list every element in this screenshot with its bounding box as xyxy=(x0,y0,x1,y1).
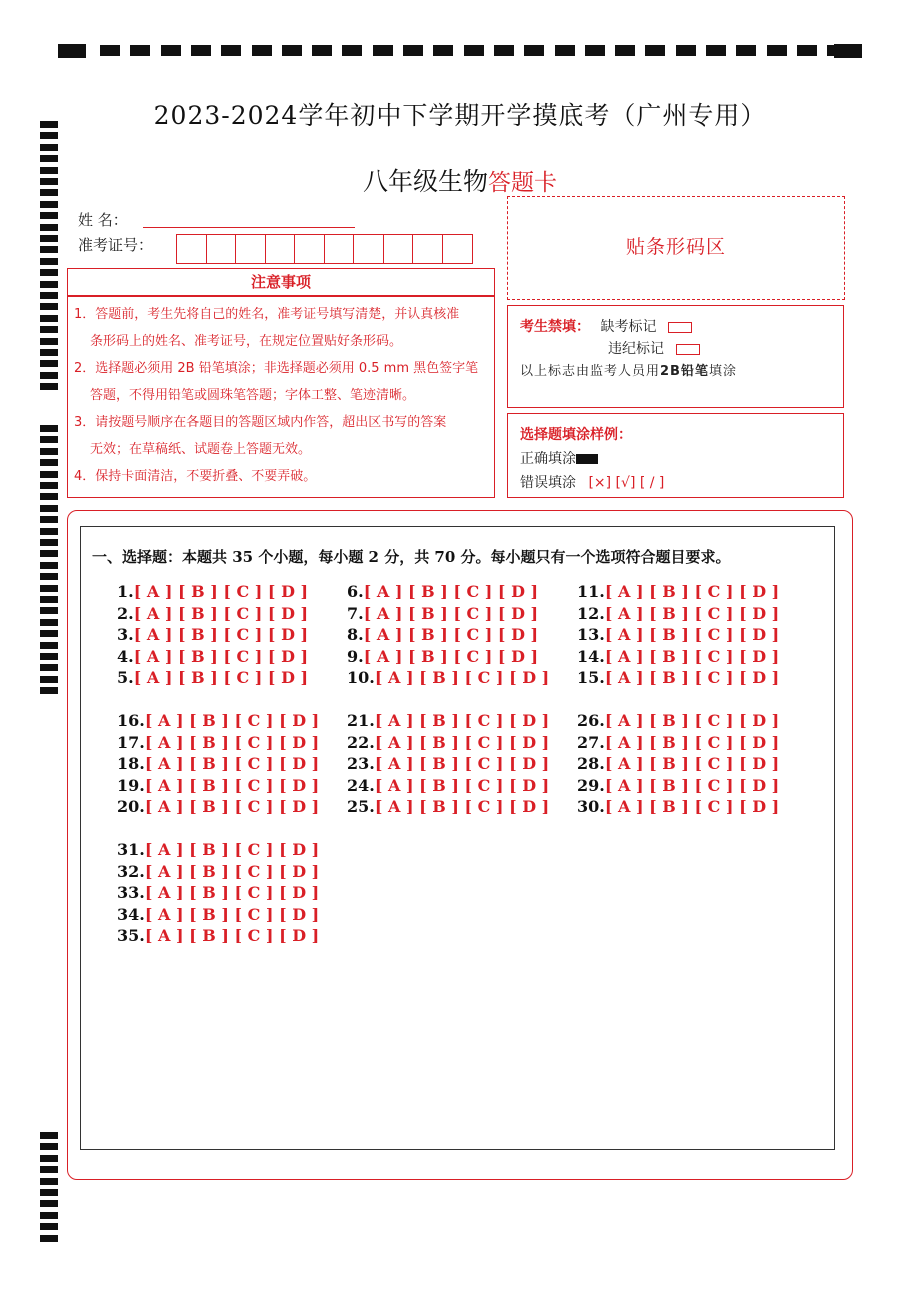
answer-options[interactable]: [ A ] [ B ] [ C ] [ D ] xyxy=(144,797,320,816)
exam-id-label: 准考证号： xyxy=(78,236,154,254)
question-number: 19. xyxy=(117,775,145,795)
timing-mark xyxy=(40,642,58,649)
answer-options[interactable]: [ A ] [ B ] [ C ] [ D ] xyxy=(374,711,550,730)
timing-mark xyxy=(40,1235,58,1242)
question-row xyxy=(117,754,319,773)
wrong-fill-label: 错误填涂 xyxy=(520,475,576,491)
question-number: 17. xyxy=(117,732,145,752)
question-number: 26. xyxy=(577,711,605,730)
question-row xyxy=(577,625,779,644)
timing-mark xyxy=(40,1189,58,1196)
notice-item-1-line2: 条形码上的姓名、准考证号，在规定位置贴好条形码。 xyxy=(90,334,403,349)
notice-item-1-line1: 1．答题前，考生先将自己的姓名，准考证号填写清楚，并认真核准 xyxy=(74,307,460,322)
answer-options[interactable]: [ A ] [ B ] [ C ] [ D ] xyxy=(604,603,780,623)
timing-mark xyxy=(40,360,58,367)
question-number: 32. xyxy=(117,861,145,881)
notice-item-2-line1: 2．选择题必须用 2B 铅笔填涂；非选择题必须用 0.5 mm 黑色签字笔 xyxy=(74,361,479,376)
timing-mark xyxy=(40,653,58,660)
section-title: 一、选择题：本题共 35 个小题，每小题 2 分，共 70 分。每小题只有一个选项符合题目要求。 xyxy=(92,548,731,566)
question-row xyxy=(117,926,319,945)
timing-mark xyxy=(40,664,58,671)
question-number: 31. xyxy=(117,840,145,859)
answer-options[interactable]: [ A ] [ B ] [ C ] [ D ] xyxy=(133,582,309,601)
timing-mark xyxy=(40,1200,58,1207)
question-row xyxy=(577,754,779,773)
answer-options[interactable]: [ A ] [ B ] [ C ] [ D ] xyxy=(144,926,320,945)
timing-mark xyxy=(767,45,787,56)
timing-mark xyxy=(40,1143,58,1150)
answer-card-label: 答题卡 xyxy=(488,170,557,196)
timing-mark xyxy=(40,201,58,208)
answer-options[interactable]: [ A ] [ B ] [ C ] [ D ] xyxy=(144,840,320,859)
question-number: 30. xyxy=(577,797,605,816)
timing-mark xyxy=(40,1166,58,1173)
question-number: 2. xyxy=(117,603,134,623)
answer-options[interactable]: [ A ] [ B ] [ C ] [ D ] xyxy=(363,603,539,623)
question-number: 8. xyxy=(347,625,364,644)
question-number: 22. xyxy=(347,732,375,752)
question-number: 9. xyxy=(347,646,364,666)
timing-mark xyxy=(555,45,575,56)
answer-options[interactable]: [ A ] [ B ] [ C ] [ D ] xyxy=(363,625,539,644)
correct-fill-sample xyxy=(576,454,598,464)
timing-mark xyxy=(40,585,58,592)
question-number: 10. xyxy=(347,668,375,687)
timing-mark xyxy=(706,45,726,56)
timing-mark xyxy=(40,471,58,478)
timing-mark xyxy=(40,539,58,546)
name-field[interactable] xyxy=(143,226,355,228)
timing-mark xyxy=(40,528,58,535)
question-number: 23. xyxy=(347,754,375,773)
question-row xyxy=(117,840,319,859)
timing-mark xyxy=(40,1178,58,1185)
question-row xyxy=(117,797,319,816)
answer-options[interactable]: [ A ] [ B ] [ C ] [ D ] xyxy=(604,646,780,666)
answer-options[interactable]: [ A ] [ B ] [ C ] [ D ] xyxy=(133,625,309,644)
answer-options[interactable]: [ A ] [ B ] [ C ] [ D ] xyxy=(363,582,539,601)
timing-mark xyxy=(40,596,58,603)
answer-options[interactable]: [ A ] [ B ] [ C ] [ D ] xyxy=(604,668,780,687)
question-row xyxy=(117,776,319,795)
timing-mark xyxy=(40,493,58,500)
question-row xyxy=(347,582,538,601)
answer-options[interactable]: [ A ] [ B ] [ C ] [ D ] xyxy=(604,732,780,752)
timing-mark xyxy=(40,448,58,455)
absent-mark-box[interactable] xyxy=(668,322,692,333)
timing-mark xyxy=(40,292,58,299)
forbidden-note-suffix: 填涂 xyxy=(708,364,737,379)
timing-mark xyxy=(40,338,58,345)
timing-mark xyxy=(676,45,696,56)
exam-id-field[interactable] xyxy=(176,234,473,264)
barcode-area: 贴条形码区 xyxy=(507,196,845,300)
timing-mark xyxy=(797,45,817,56)
answer-options[interactable]: [ A ] [ B ] [ C ] [ D ] xyxy=(144,754,320,773)
question-number: 16. xyxy=(117,711,145,730)
timing-mark xyxy=(433,45,453,56)
question-row xyxy=(117,604,308,623)
answer-options[interactable]: [ A ] [ B ] [ C ] [ D ] xyxy=(604,582,780,601)
timing-mark xyxy=(373,45,393,56)
timing-mark xyxy=(100,45,120,56)
timing-mark xyxy=(40,619,58,626)
answer-options[interactable]: [ A ] [ B ] [ C ] [ D ] xyxy=(604,625,780,644)
question-row xyxy=(577,776,779,795)
question-number: 12. xyxy=(577,603,605,623)
timing-mark xyxy=(40,246,58,253)
timing-mark xyxy=(40,436,58,443)
question-number: 27. xyxy=(577,732,605,752)
timing-mark xyxy=(40,235,58,242)
answer-options[interactable]: [ A ] [ B ] [ C ] [ D ] xyxy=(144,861,320,881)
question-number: 15. xyxy=(577,668,605,687)
question-number: 18. xyxy=(117,754,145,773)
question-number: 25. xyxy=(347,797,375,816)
question-number: 28. xyxy=(577,754,605,773)
timing-mark xyxy=(40,687,58,694)
question-number: 34. xyxy=(117,904,145,924)
question-row xyxy=(117,883,319,902)
timing-mark xyxy=(40,1155,58,1162)
question-row xyxy=(347,797,549,816)
timing-mark xyxy=(130,45,150,56)
question-row xyxy=(347,625,538,644)
timing-mark xyxy=(58,44,86,58)
question-number: 24. xyxy=(347,775,375,795)
question-number: 4. xyxy=(117,646,134,666)
question-number: 5. xyxy=(117,668,134,687)
question-row xyxy=(347,754,549,773)
sample-panel xyxy=(507,413,844,498)
notice-item-2-line2: 答题，不得用铅笔或圆珠笔答题；字体工整、笔迹清晰。 xyxy=(90,388,416,403)
notice-title: 注意事项 xyxy=(67,268,495,296)
forbidden-note-prefix: 以上标志由监考人员用 xyxy=(520,364,661,379)
violation-label: 违纪标记 xyxy=(608,341,664,357)
question-number: 20. xyxy=(117,797,145,816)
question-row xyxy=(577,647,779,666)
question-row xyxy=(577,733,779,752)
timing-mark xyxy=(342,45,362,56)
timing-mark xyxy=(40,281,58,288)
timing-mark xyxy=(40,269,58,276)
question-row xyxy=(347,647,538,666)
timing-mark xyxy=(40,258,58,265)
answer-options[interactable]: [ A ] [ B ] [ C ] [ D ] xyxy=(133,668,309,687)
timing-mark xyxy=(312,45,332,56)
question-row xyxy=(117,905,319,924)
correct-fill-label: 正确填涂 xyxy=(520,451,576,467)
question-row xyxy=(117,647,308,666)
question-row xyxy=(347,733,549,752)
question-number: 11. xyxy=(577,582,605,601)
answer-options[interactable]: [ A ] [ B ] [ C ] [ D ] xyxy=(133,603,309,623)
answer-options[interactable]: [ A ] [ B ] [ C ] [ D ] xyxy=(144,711,320,730)
timing-mark xyxy=(40,550,58,557)
page-subtitle xyxy=(0,162,920,198)
timing-mark xyxy=(40,1212,58,1219)
question-number: 6. xyxy=(347,582,364,601)
forbidden-note-bold: 2B铅笔 xyxy=(660,364,709,379)
question-number: 14. xyxy=(577,646,605,666)
question-number: 29. xyxy=(577,775,605,795)
answer-options[interactable]: [ A ] [ B ] [ C ] [ D ] xyxy=(374,732,550,752)
timing-mark xyxy=(40,224,58,231)
notice-box xyxy=(67,296,495,498)
question-number: 13. xyxy=(577,625,605,644)
answer-options[interactable]: [ A ] [ B ] [ C ] [ D ] xyxy=(374,754,550,773)
timing-mark xyxy=(40,630,58,637)
timing-mark xyxy=(524,45,544,56)
timing-mark xyxy=(494,45,514,56)
timing-mark xyxy=(40,505,58,512)
question-number: 35. xyxy=(117,926,145,945)
answer-options[interactable]: [ A ] [ B ] [ C ] [ D ] xyxy=(374,797,550,816)
question-row xyxy=(347,776,549,795)
timing-mark xyxy=(282,45,302,56)
question-number: 7. xyxy=(347,603,364,623)
question-row xyxy=(577,582,779,601)
question-row xyxy=(347,711,549,730)
timing-mark xyxy=(40,1223,58,1230)
subject-label: 八年级生物 xyxy=(362,167,488,196)
answer-options[interactable]: [ A ] [ B ] [ C ] [ D ] xyxy=(144,883,320,902)
question-row xyxy=(117,733,319,752)
question-number: 3. xyxy=(117,625,134,644)
question-row xyxy=(117,582,308,601)
timing-mark xyxy=(191,45,211,56)
timing-mark xyxy=(40,676,58,683)
wrong-fill-samples: [×] [√] [ / ] xyxy=(588,475,665,491)
answer-options[interactable]: [ A ] [ B ] [ C ] [ D ] xyxy=(604,797,780,816)
notice-item-3-line1: 3．请按题号顺序在各题目的答题区域内作答，超出区书写的答案 xyxy=(74,415,447,430)
answer-options[interactable]: [ A ] [ B ] [ C ] [ D ] xyxy=(133,646,309,666)
violation-mark-box[interactable] xyxy=(676,344,700,355)
answer-options[interactable]: [ A ] [ B ] [ C ] [ D ] xyxy=(604,754,780,773)
question-row xyxy=(117,862,319,881)
sample-title: 选择题填涂样例： xyxy=(520,427,632,443)
answer-options[interactable]: [ A ] [ B ] [ C ] [ D ] xyxy=(604,711,780,730)
timing-mark xyxy=(40,144,58,151)
question-number: 1. xyxy=(117,582,134,601)
answer-options[interactable]: [ A ] [ B ] [ C ] [ D ] xyxy=(374,775,550,795)
question-row xyxy=(117,668,308,687)
notice-item-4-line1: 4．保持卡面清洁，不要折叠、不要弄破。 xyxy=(74,469,317,484)
question-row xyxy=(577,797,779,816)
timing-mark xyxy=(585,45,605,56)
question-row xyxy=(117,625,308,644)
question-row xyxy=(347,604,538,623)
question-row xyxy=(577,604,779,623)
name-label: 姓 名： xyxy=(78,211,128,229)
question-row xyxy=(117,711,319,730)
timing-mark xyxy=(40,607,58,614)
timing-mark xyxy=(40,482,58,489)
timing-mark xyxy=(40,573,58,580)
timing-mark xyxy=(252,45,272,56)
timing-mark xyxy=(40,459,58,466)
question-row xyxy=(577,668,779,687)
notice-item-3-line2: 无效；在草稿纸、试题卷上答题无效。 xyxy=(90,442,312,457)
timing-mark xyxy=(464,45,484,56)
timing-mark xyxy=(161,45,181,56)
timing-mark xyxy=(834,44,862,58)
page-title: 2023-2024学年初中下学期开学摸底考（广州专用） xyxy=(153,101,767,130)
timing-mark xyxy=(40,212,58,219)
timing-mark xyxy=(645,45,665,56)
timing-mark xyxy=(40,315,58,322)
forbidden-label: 考生禁填： xyxy=(520,319,590,335)
timing-mark xyxy=(40,326,58,333)
timing-mark xyxy=(40,372,58,379)
absent-label: 缺考标记 xyxy=(600,319,657,335)
question-row xyxy=(577,711,779,730)
timing-mark xyxy=(40,562,58,569)
answer-options[interactable]: [ A ] [ B ] [ C ] [ D ] xyxy=(144,775,320,795)
answer-options[interactable]: [ A ] [ B ] [ C ] [ D ] xyxy=(604,775,780,795)
question-number: 21. xyxy=(347,711,375,730)
answer-options[interactable]: [ A ] [ B ] [ C ] [ D ] xyxy=(374,668,550,687)
timing-mark xyxy=(40,132,58,139)
forbidden-panel xyxy=(507,305,844,408)
timing-mark xyxy=(40,425,58,432)
timing-mark xyxy=(40,349,58,356)
question-number: 33. xyxy=(117,883,145,902)
timing-mark xyxy=(40,303,58,310)
timing-mark xyxy=(615,45,635,56)
answer-options[interactable]: [ A ] [ B ] [ C ] [ D ] xyxy=(144,904,320,924)
timing-mark xyxy=(403,45,423,56)
timing-mark xyxy=(40,383,58,390)
timing-mark xyxy=(736,45,756,56)
timing-mark xyxy=(221,45,241,56)
timing-mark xyxy=(40,1132,58,1139)
answer-options[interactable]: [ A ] [ B ] [ C ] [ D ] xyxy=(144,732,320,752)
question-row xyxy=(347,668,549,687)
timing-mark xyxy=(40,516,58,523)
answer-options[interactable]: [ A ] [ B ] [ C ] [ D ] xyxy=(363,646,539,666)
